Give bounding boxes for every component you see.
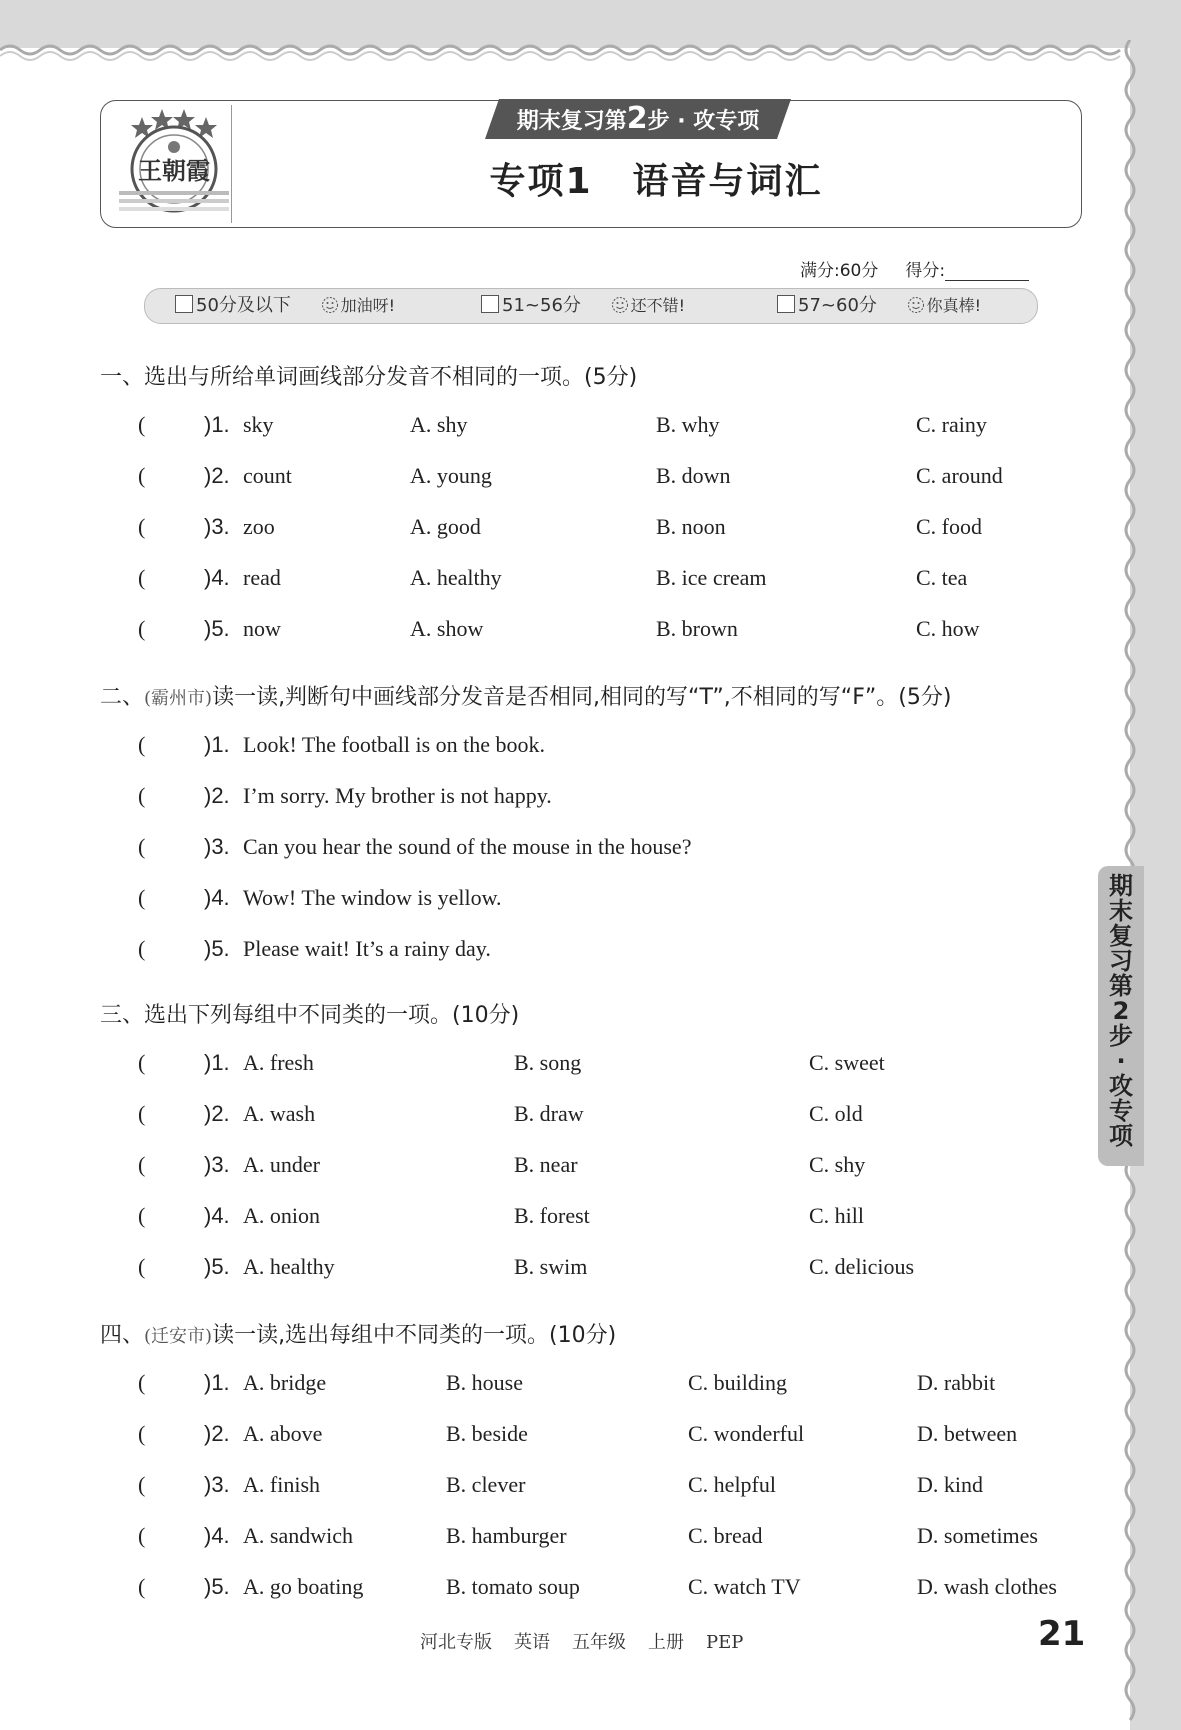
page-number: 21 <box>1038 1614 1086 1654</box>
location-tag: (迁安市) <box>144 1326 213 1347</box>
s1-question-row: ( )2. count A. young B. down C. around <box>138 463 1003 488</box>
side-tab <box>1098 866 1144 1166</box>
step-suffix: 步 · 攻专项 <box>647 109 760 134</box>
s4-question-row: ( )4. A. sandwich B. hamburger C. bread D. sometimes <box>138 1523 1038 1548</box>
s1-question-row: ( )5. now A. show B. brown C. how <box>138 616 980 641</box>
section-4-title: 四、(迁安市)读一读,选出每组中不同类的一项。(10分) <box>100 1323 617 1348</box>
s4-question-row: ( )1. A. bridge B. house C. building D. rabbit <box>138 1370 996 1395</box>
s1-question-row: ( )3. zoo A. good B. noon C. food <box>138 514 982 539</box>
s3-question-row: ( )2. A. wash B. draw C. old <box>138 1101 863 1126</box>
checkbox[interactable] <box>481 295 499 313</box>
full-score-label: 满分:60分 <box>800 261 879 281</box>
side-tab-text: 期 末 复 习 第 2 步 · 攻 专 项 <box>1109 872 1133 1150</box>
step-number: 2 <box>626 101 648 136</box>
wavy-border-top <box>0 40 1140 70</box>
footer-volume: 上册 <box>648 1632 684 1653</box>
rating-option-2: 51~56分 还不错! <box>481 289 685 323</box>
s2-question-row: ( )5. Please wait! It’s a rainy day. <box>138 936 491 961</box>
section-1-title: 一、选出与所给单词画线部分发音不相同的一项。(5分) <box>100 365 638 390</box>
footer-publisher: PEP <box>706 1632 744 1653</box>
score-label: 得分: <box>905 261 946 281</box>
score-blank[interactable] <box>945 262 1029 281</box>
s2-question-row: ( )2. I’m sorry. My brother is not happy. <box>138 783 552 808</box>
title-part-1: 专项1 <box>489 161 593 202</box>
checkbox[interactable] <box>777 295 795 313</box>
s2-question-row: ( )1. Look! The football is on the book. <box>138 732 546 757</box>
s1-question-row: ( )4. read A. healthy B. ice cream C. tea <box>138 565 968 590</box>
footer-subject: 英语 <box>514 1632 550 1653</box>
svg-text:王朝霞: 王朝霞 <box>138 156 210 185</box>
smiley-face-icon <box>907 296 925 314</box>
location-tag: (霸州市) <box>144 688 213 709</box>
step-banner <box>485 99 791 139</box>
footer <box>420 1628 765 1654</box>
publisher-logo <box>119 107 229 219</box>
section-2-title: 二、(霸州市)读一读,判断句中画线部分发音是否相同,相同的写“T”,不相同的写“F”。(5分) <box>100 685 952 710</box>
section-3-title: 三、选出下列每组中不同类的一项。(10分) <box>100 1003 520 1028</box>
rating-option-1: 50分及以下 加油呀! <box>175 289 395 323</box>
title-part-2: 语音与词汇 <box>632 161 823 202</box>
page-title <box>231 153 1081 204</box>
step-text <box>485 99 791 139</box>
rating-bar <box>144 288 1038 324</box>
s4-question-row: ( )3. A. finish B. clever C. helpful D. kind <box>138 1472 983 1497</box>
s4-question-row: ( )2. A. above B. beside C. wonderful D. between <box>138 1421 1018 1446</box>
s2-question-row: ( )3. Can you hear the sound of the mouse in the house? <box>138 834 692 859</box>
s3-question-row: ( )4. A. onion B. forest C. hill <box>138 1203 865 1228</box>
score-line <box>800 256 1029 281</box>
s3-question-row: ( )3. A. under B. near C. shy <box>138 1152 866 1177</box>
checkbox[interactable] <box>175 295 193 313</box>
s3-question-row: ( )1. A. fresh B. song C. sweet <box>138 1050 885 1075</box>
footer-edition: 河北专版 <box>420 1632 492 1653</box>
footer-grade: 五年级 <box>572 1632 626 1653</box>
rating-option-3: 57~60分 你真棒! <box>777 289 981 323</box>
smiley-face-icon <box>611 296 629 314</box>
step-prefix: 期末复习第 <box>516 109 627 134</box>
smiley-face-icon <box>321 296 339 314</box>
header-box <box>100 100 1082 228</box>
s2-question-row: ( )4. Wow! The window is yellow. <box>138 885 502 910</box>
s1-question-row: ( )1. sky A. shy B. why C. rainy <box>138 412 987 437</box>
s4-question-row: ( )5. A. go boating B. tomato soup C. watch TV D. wash clothes <box>138 1574 1057 1599</box>
s3-question-row: ( )5. A. healthy B. swim C. delicious <box>138 1254 915 1279</box>
